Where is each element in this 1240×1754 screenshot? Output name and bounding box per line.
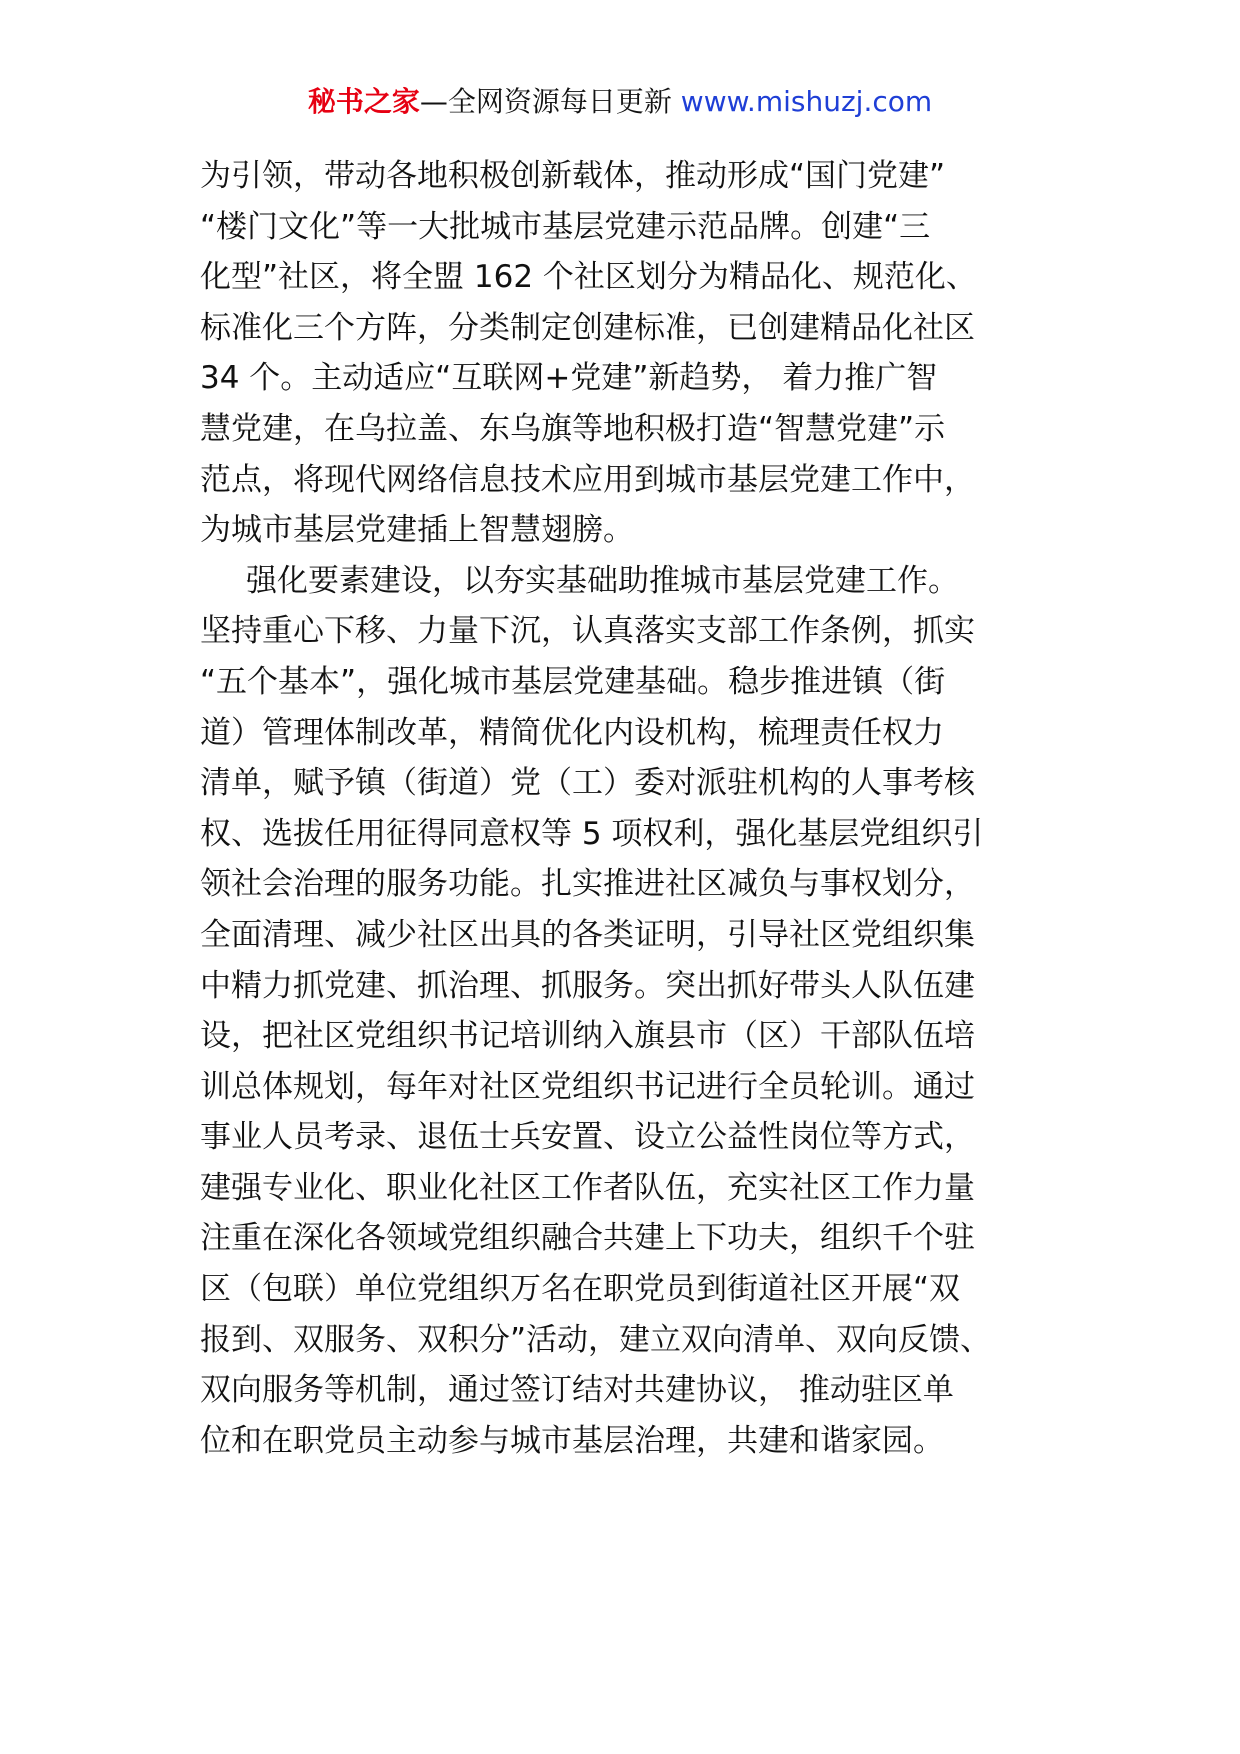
- text-line: 报到、双服务、双积分”活动，建立双向清单、双向反馈、: [200, 1321, 992, 1358]
- text-line: 为引领，带动各地积极创新载体，推动形成“国门党建”: [200, 158, 946, 194]
- text-line: 清单，赋予镇（街道）党（工）委对派驻机构的人事考核: [200, 765, 975, 802]
- text-line: 道）管理体制改革，精简优化内设机构，梳理责任权力: [200, 714, 944, 751]
- text-line: “五个基本”，强化城市基层党建基础。稳步推进镇（街: [200, 663, 946, 700]
- text-line: 区（包联）单位党组织万名在职党员到街道社区开展“双: [200, 1271, 961, 1308]
- text-line: 事业人员考录、退伍士兵安置、设立公益性岗位等方式，: [200, 1119, 975, 1156]
- text-line: 范点，将现代网络信息技术应用到城市基层党建工作中，: [200, 461, 975, 498]
- text-line: 中精力抓党建、抓治理、抓服务。突出抓好带头人队伍建: [200, 967, 975, 1004]
- page-header: [0, 82, 1240, 122]
- text-line: 位和在职党员主动参与城市基层治理，共建和谐家园。: [200, 1422, 944, 1459]
- site-tagline: —全网资源每日更新: [419, 85, 672, 118]
- text-line: “楼门文化”等一大批城市基层党建示范品牌。创建“三: [200, 208, 931, 245]
- text-line: 双向服务等机制，通过签订结对共建协议， 推动驻区单: [200, 1372, 954, 1409]
- site-url-link[interactable]: www.mishuzj.com: [680, 85, 933, 118]
- text-line: 训总体规划，每年对社区党组织书记进行全员轮训。通过: [200, 1068, 975, 1105]
- site-brand: 秘书之家: [307, 85, 420, 118]
- text-line: 为城市基层党建插上智慧翅膀。: [200, 512, 634, 549]
- text-line: 34 个。主动适应“互联网+党建”新趋势， 着力推广智: [200, 360, 938, 397]
- document-body: [200, 151, 1040, 1466]
- text-line: 建强专业化、职业化社区工作者队伍，充实社区工作力量: [200, 1169, 975, 1206]
- text-line: 坚持重心下移、力量下沉，认真落实支部工作条例，抓实: [200, 613, 975, 650]
- text-line: 标准化三个方阵，分类制定创建标准，已创建精品化社区: [200, 309, 975, 346]
- text-line: 设，把社区党组织书记培训纳入旗县市（区）干部队伍培: [200, 1018, 975, 1055]
- text-line: 化型”社区，将全盟 162 个社区划分为精品化、规范化、: [200, 259, 977, 296]
- text-line: 权、选拔任用征得同意权等 5 项权利，强化基层党组织引: [200, 815, 984, 852]
- text-line: 注重在深化各领域党组织融合共建上下功夫，组织千个驻: [200, 1220, 975, 1257]
- text-line: 全面清理、减少社区出具的各类证明，引导社区党组织集: [200, 916, 975, 953]
- text-line: 慧党建，在乌拉盖、东乌旗等地积极打造“智慧党建”示: [200, 410, 946, 447]
- text-line: 领社会治理的服务功能。扎实推进社区减负与事权划分，: [200, 866, 975, 903]
- paragraph-start-line: 强化要素建设，以夯实基础助推城市基层党建工作。: [246, 562, 959, 599]
